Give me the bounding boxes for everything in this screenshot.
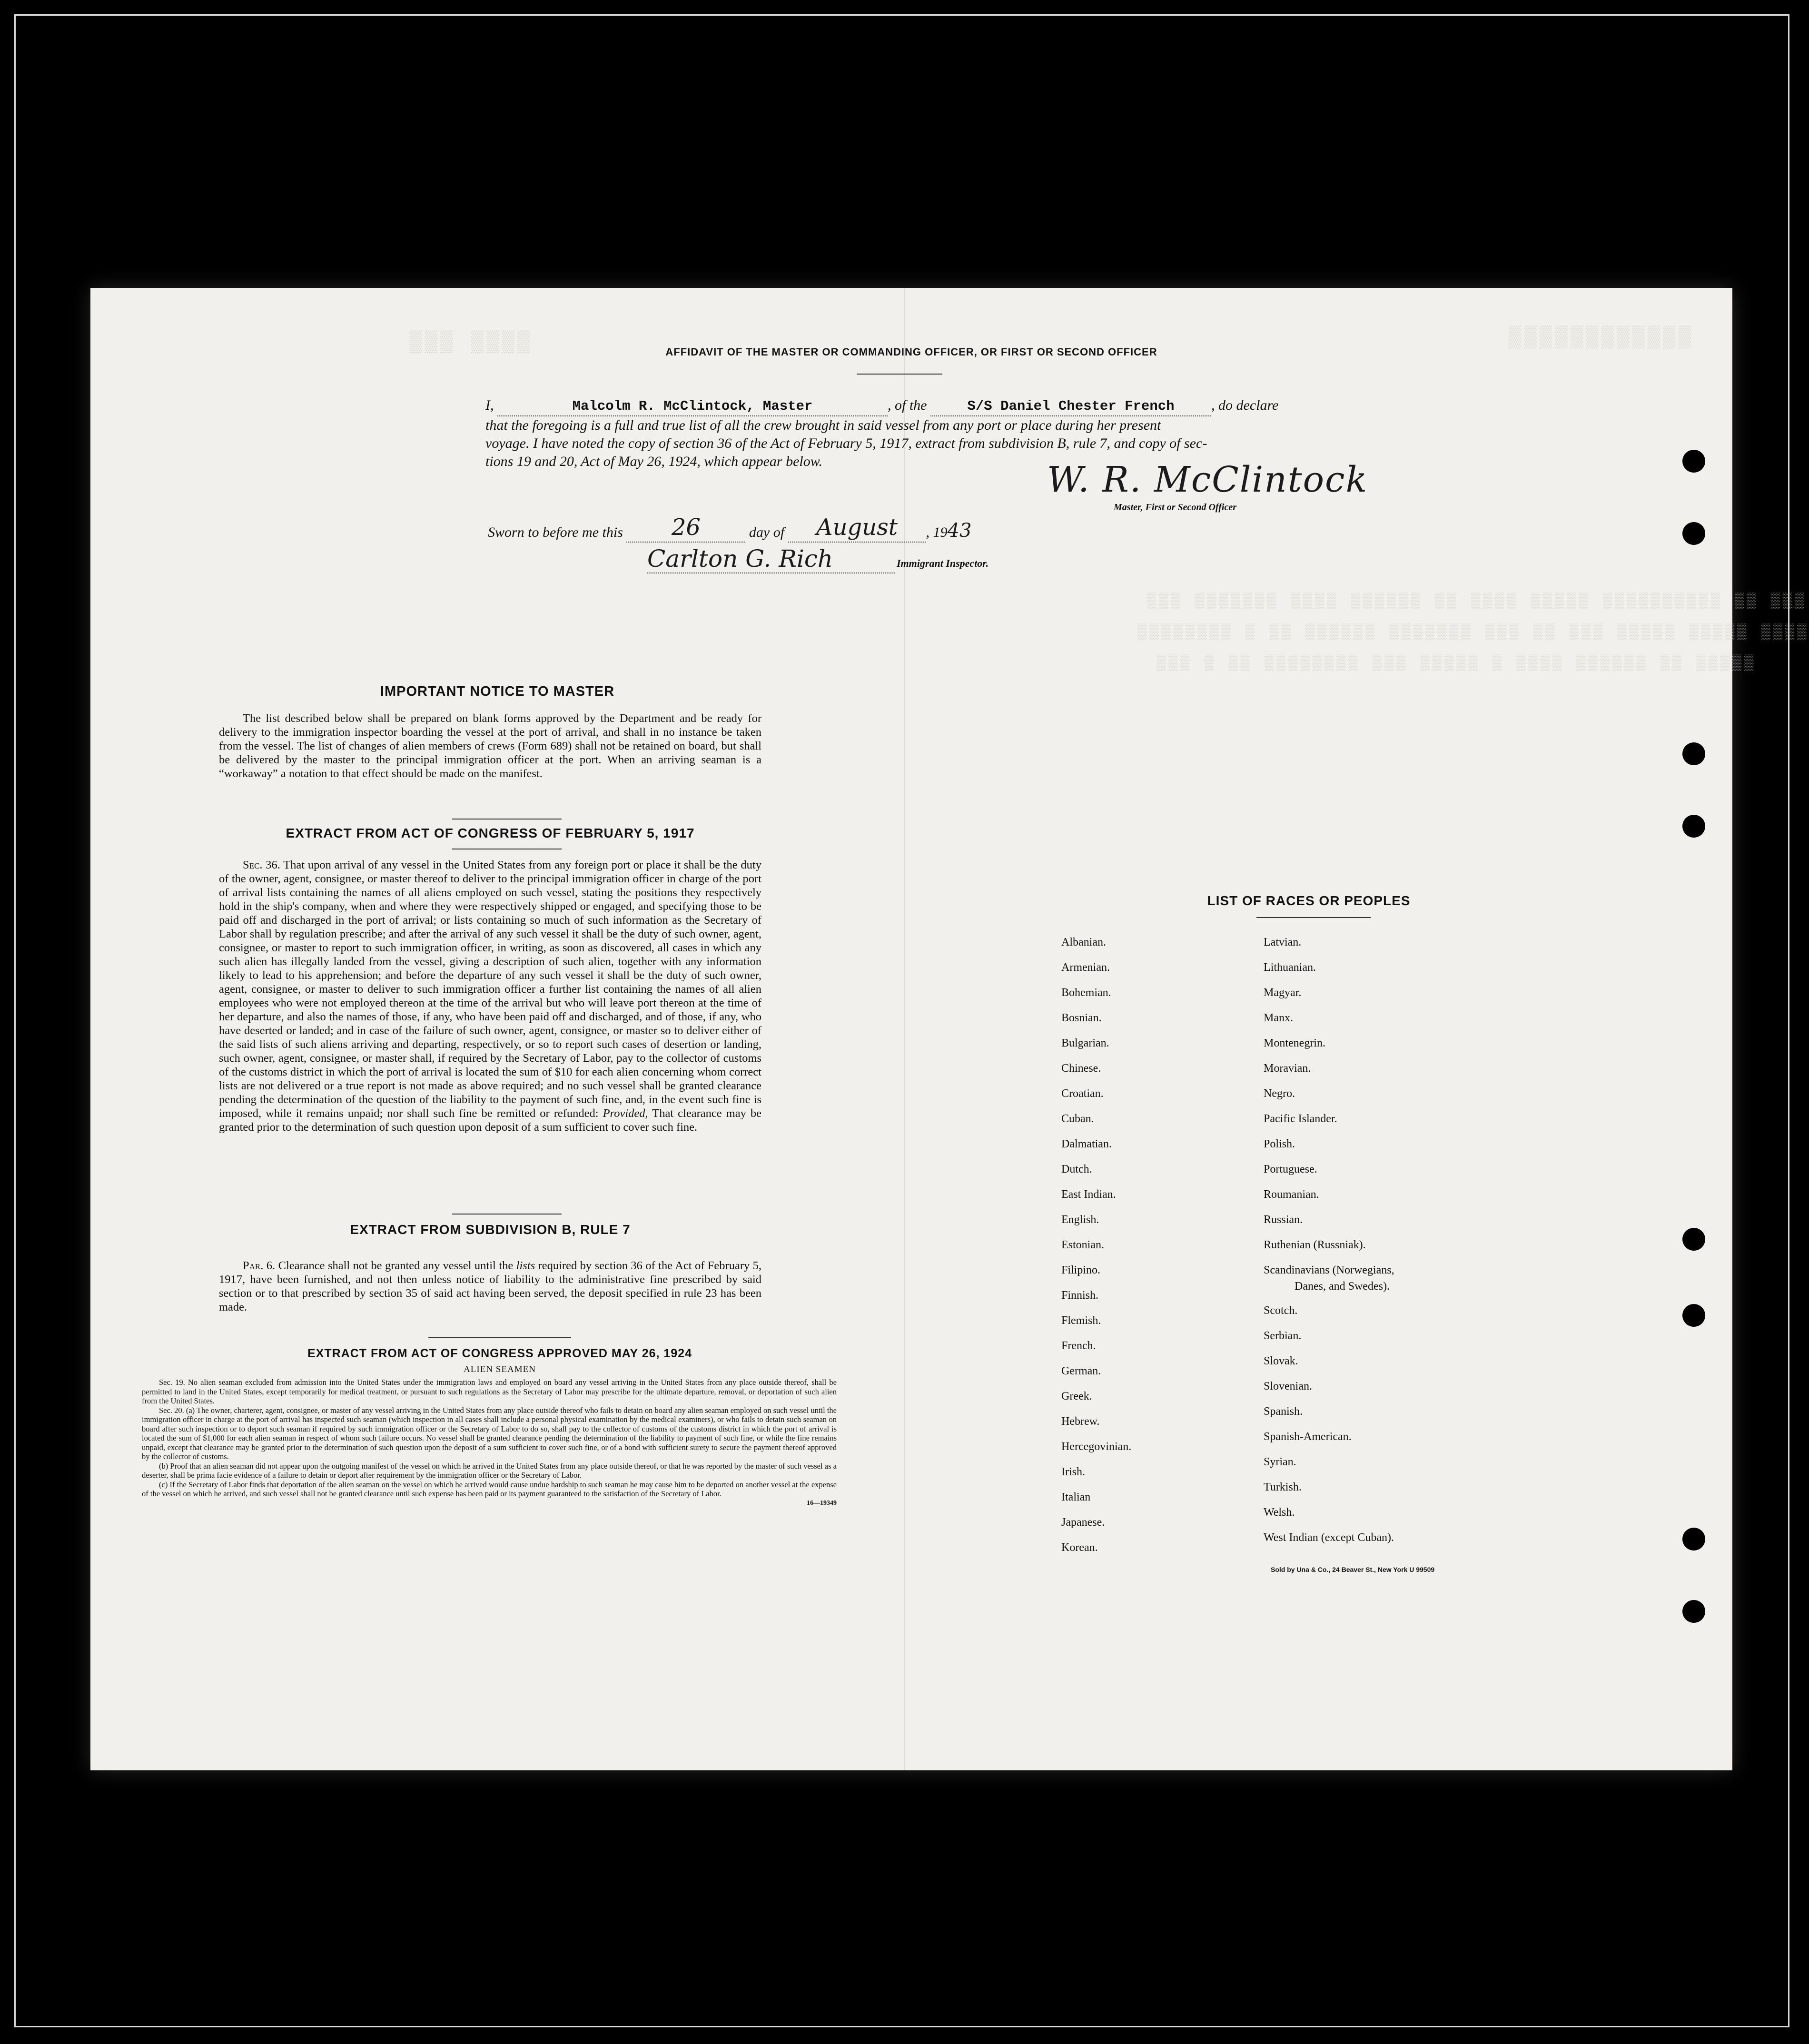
race-item: Bohemian. bbox=[1061, 987, 1111, 999]
race-item: English. bbox=[1061, 1214, 1099, 1226]
section-rule bbox=[428, 1337, 571, 1338]
bleed-through-text: ▒▒▒▒▒▒▒▒▒▒▒▒ bbox=[1509, 326, 1694, 350]
binder-hole bbox=[1682, 815, 1705, 838]
extract-rule7-heading: EXTRACT FROM SUBDIVISION B, RULE 7 bbox=[350, 1222, 631, 1237]
master-name-field: Malcolm R. McClintock, Master bbox=[497, 397, 888, 416]
race-item: Croatian. bbox=[1061, 1087, 1104, 1100]
race-item: Slovak. bbox=[1264, 1355, 1298, 1367]
sec-19-text: Sec. 19. No alien seaman excluded from admission into the United States under the immigration laws and employed on board any vessel arriving in the United States from any place outside thereof, shall be permitted to land in the United States, except temporarily for medical treatment, or pursuant to such regulations as the Secretary of Labor may prescribe for the ultimate departure, removal, or deportation of such alien from the United States. bbox=[142, 1378, 837, 1405]
races-heading: LIST OF RACES OR PEOPLES bbox=[1207, 893, 1411, 908]
extract-rule7-text bbox=[219, 1259, 761, 1314]
race-item: Manx. bbox=[1264, 1012, 1293, 1024]
race-item: Hercegovinian. bbox=[1061, 1441, 1132, 1453]
form-number: 16—19349 bbox=[807, 1499, 837, 1507]
affidavit-body-line: that the foregoing is a full and true list of all the crew brought in said vessel from any port or place during her present bbox=[485, 417, 1161, 433]
race-item: East Indian. bbox=[1061, 1188, 1116, 1201]
affidavit-heading: AFFIDAVIT OF THE MASTER OR COMMANDING OFFICER, OR FIRST OR SECOND OFFICER bbox=[665, 346, 1157, 358]
notice-text: The list described below shall be prepared on blank forms approved by the Department and be ready for delivery to the immigration inspector boarding the vessel at the port of arrival, and shall in no instance be taken from the vessel. The list of changes of alien members of crews (Form 689) shall not be retained on board, but shall be delivered by the master to the principal immigration officer at the port. When an arriving seaman is a “workaway” a notation to that effect should be made on the manifest. bbox=[219, 712, 761, 780]
bleed-through-text: ▒▒▒ ▒ ▒▒ ▒▒▒▒▒▒▒▒ ▒▒▒ ▒▒▒▒▒ ▒ ▒▒▒▒ ▒▒▒▒▒▒ ▒▒ ▒▒▒▒▒ bbox=[1157, 654, 1757, 672]
year-prefix: , 19 bbox=[926, 524, 948, 540]
inspector-signature: Carlton G. Rich bbox=[647, 545, 833, 573]
master-signature: W. R. McClintock bbox=[1047, 459, 1368, 500]
sworn-month-field bbox=[788, 514, 926, 543]
races-continuation: Danes, and Swedes). bbox=[1295, 1280, 1390, 1293]
notice-section bbox=[219, 711, 761, 780]
lists-word: lists bbox=[516, 1259, 535, 1272]
race-item: Dutch. bbox=[1061, 1163, 1092, 1175]
signature-caption: Master, First or Second Officer bbox=[1114, 502, 1236, 513]
race-item: Turkish. bbox=[1264, 1481, 1302, 1493]
provided-label: Provided, bbox=[603, 1107, 648, 1120]
binder-hole bbox=[1682, 522, 1705, 545]
race-item: Italian bbox=[1061, 1491, 1091, 1503]
race-item: Irish. bbox=[1061, 1466, 1085, 1478]
race-item: Hebrew. bbox=[1061, 1415, 1100, 1428]
inspector-caption: Immigrant Inspector. bbox=[897, 557, 989, 569]
race-item: Bulgarian. bbox=[1061, 1037, 1109, 1049]
race-item: Pacific Islander. bbox=[1264, 1113, 1337, 1125]
sworn-label: Sworn to before me this bbox=[488, 524, 623, 540]
bleed-through-text: ▒▒▒▒▒▒▒▒ ▒ ▒▒ ▒▒▒▒▒▒ ▒▒▒▒▒▒▒ ▒▒▒ ▒▒ ▒▒▒ ▒▒▒▒▒ ▒▒▒▒▒ ▒▒▒▒ bbox=[1137, 623, 1809, 641]
race-item: Syrian. bbox=[1264, 1456, 1296, 1468]
sold-by-note: Sold by Una & Co., 24 Beaver St., New York U 99509 bbox=[1271, 1566, 1435, 1573]
race-item: Bosnian. bbox=[1061, 1012, 1102, 1024]
bleed-through-text: ▒▒▒ ▒▒▒▒ bbox=[409, 331, 533, 355]
section-rule bbox=[452, 1214, 562, 1215]
race-item: Moravian. bbox=[1264, 1062, 1311, 1075]
race-item: Scotch. bbox=[1264, 1304, 1298, 1317]
binder-hole bbox=[1682, 1528, 1705, 1550]
document-page bbox=[90, 288, 1809, 1770]
day-of-label: day of bbox=[749, 524, 785, 540]
race-item: Albanian. bbox=[1061, 936, 1106, 948]
inspector-line bbox=[647, 545, 989, 573]
sworn-line bbox=[488, 514, 972, 543]
binder-hole bbox=[1682, 1304, 1705, 1327]
extract-1917-heading: EXTRACT FROM ACT OF CONGRESS OF FEBRUARY 5, 1917 bbox=[286, 826, 695, 840]
race-item: Armenian. bbox=[1061, 961, 1110, 974]
races-rule bbox=[1256, 917, 1371, 918]
race-item: German. bbox=[1061, 1365, 1101, 1377]
race-item: Latvian. bbox=[1264, 936, 1302, 948]
race-item: Cuban. bbox=[1061, 1113, 1094, 1125]
race-item: Ruthenian (Russniak). bbox=[1264, 1239, 1366, 1251]
race-item: Roumanian. bbox=[1264, 1188, 1319, 1201]
extract-1924-section bbox=[142, 1378, 837, 1507]
sworn-day: 26 bbox=[671, 514, 701, 541]
sec-20a-text: Sec. 20. (a) The owner, charterer, agent, consignee, or master of any vessel arriving in the United States from any place outside thereof who fails to detain on board any alien seaman employed on such vessel until the immigration officer in charge at the port of arrival has inspected such seaman (which inspection in all cases shall include a personal physical examination by the medical examiners), or who fails to detain such seaman on board after such inspection or to deport such seaman if required by such immigration officer or the Secretary of Labor to do so, shall pay to the collector of customs of the customs district in which the port of arrival is located the sum of $1,000 for each alien seaman in respect of whom such failure occurs. No vessel shall be granted clearance pending the determination of the liability to payment of such fine, or while the fine remains unpaid, except that clearance may be granted prior to the determination of such question upon the deposit of a sum sufficient to cover such fine, or of a bond with sufficient surety to secure the payment thereof approved by the collector of customs. bbox=[142, 1405, 837, 1461]
affidavit-declaration-line bbox=[485, 396, 1278, 416]
race-item: Estonian. bbox=[1061, 1239, 1104, 1251]
alien-seamen-subheading: ALIEN SEAMEN bbox=[464, 1364, 536, 1374]
do-declare-label: , do declare bbox=[1211, 397, 1279, 413]
race-item: Russian. bbox=[1264, 1214, 1303, 1226]
sworn-day-field bbox=[626, 514, 745, 543]
affidavit-body-line: tions 19 and 20, Act of May 26, 1924, which appear below. bbox=[485, 454, 823, 469]
race-item: Filipino. bbox=[1061, 1264, 1101, 1276]
race-item: Spanish. bbox=[1264, 1405, 1303, 1418]
binder-hole bbox=[1682, 742, 1705, 765]
race-item: Spanish-American. bbox=[1264, 1431, 1352, 1443]
extract-rule7-section bbox=[219, 1259, 761, 1314]
race-item: Greek. bbox=[1061, 1390, 1092, 1402]
section-rule bbox=[452, 819, 562, 820]
extract-1917-section bbox=[219, 858, 761, 1134]
sec-36-text: That upon arrival of any vessel in the United States from any foreign port or place it shall be the duty of the owner, agent, consignee, or master thereof to deliver to the principal immigration officer in charge of the port of arrival lists containing the names of all aliens employed on such vessel, stating the positions they respectively hold in the ship's company, when and where they were respectively shipped or engaged, and specifying those to be paid off and discharged in the port of arrival; or lists containing so much of such information as the Secretary of Labor shall by regulation prescribe; and after the arrival of any such vessel it shall be the duty of such owner, agent, consignee, or master to report to such immigration officer, in writing, as soon as discovered, all cases in which any such alien has illegally landed from the vessel, giving a description of such alien, together with any information likely to lead to his apprehension; and before the departure of any such vessel it shall be the duty of such owner, agent, consignee, or master to deliver to such immigration officer a further list containing the names of all alien employees who were not employed thereon at the time of the arrival but who will leave port thereon at the time of her departure, and also the names of those, if any, who have been paid off and discharged, and of those, if any, who have deserted or landed; and in case of the failure of such owner, agent, consignee, or master so to deliver either of the said lists of such aliens arriving and departing, respectively, or so to report such cases of desertion or landing, such owner, agent, consignee, or master shall, if required by the Secretary of Labor, pay to the collector of customs of the customs district in which the port of arrival is located the sum of $10 for each alien concerning whom correct lists are not delivered or a true report is not made as above required; and no such vessel shall be granted clearance pending the determination of the question of the liability to the payment of such fine, and, in the event such fine is imposed, while it remains unpaid; nor shall such fine be remitted or refunded: bbox=[219, 859, 761, 1120]
race-item: Portuguese. bbox=[1264, 1163, 1317, 1175]
binder-hole bbox=[1682, 1600, 1705, 1623]
sec-36-text-end: That clearance may be granted prior to the determination of such question upon deposit of a sum sufficient to cover such fine. bbox=[219, 1107, 761, 1134]
race-item: Finnish. bbox=[1061, 1289, 1099, 1302]
vessel-name-field: S/S Daniel Chester French bbox=[930, 397, 1211, 416]
race-item: Korean. bbox=[1061, 1541, 1098, 1554]
page-fold bbox=[904, 288, 905, 1770]
rule7-text-b: required by section 36 of the Act of February 5, 1917, have been furnished, and not then unless notice of liability to the administrative fine prescribed by said section or to that prescribed by section 35 of said act having been served, the deposit specified in rule 23 has been made. bbox=[219, 1259, 762, 1313]
race-item: Welsh. bbox=[1264, 1506, 1295, 1519]
rule7-text-a: Clearance shall not be granted any vessel until the bbox=[278, 1259, 514, 1272]
sec-36-label: Sec. 36. bbox=[243, 859, 280, 871]
bleed-through-text: ▒▒▒ ▒▒▒▒▒▒▒ ▒▒▒▒ ▒▒▒▒▒▒ ▒▒ ▒▒▒▒ ▒▒▒▒▒ ▒▒▒▒▒▒▒▒▒▒ ▒▒ ▒▒▒ bbox=[1147, 592, 1807, 610]
notice-heading: IMPORTANT NOTICE TO MASTER bbox=[380, 684, 615, 699]
extract-1917-text bbox=[219, 858, 761, 1134]
extract-1924-heading: EXTRACT FROM ACT OF CONGRESS APPROVED MAY 26, 1924 bbox=[307, 1347, 692, 1360]
inspector-signature-field bbox=[647, 545, 895, 573]
of-the-label: , of the bbox=[888, 397, 927, 413]
race-item: Japanese. bbox=[1061, 1516, 1105, 1529]
race-item: French. bbox=[1061, 1340, 1096, 1352]
race-item: Flemish. bbox=[1061, 1314, 1101, 1327]
sec-20c-text: (c) If the Secretary of Labor finds that deportation of the alien seaman on the vessel on which he arrived would cause undue hardship to such seaman he may cause him to be deported on another vessel at the expense of the vessel on which he arrived, and such vessel shall not be granted clearance until such expense has been paid or its payment guaranteed to the satisfaction of the Secretary of Labor. bbox=[142, 1480, 837, 1498]
race-item: Negro. bbox=[1264, 1087, 1295, 1100]
race-item: Dalmatian. bbox=[1061, 1138, 1112, 1150]
heading-rule bbox=[857, 374, 942, 375]
race-item: Magyar. bbox=[1264, 987, 1302, 999]
i-label: I, bbox=[485, 397, 494, 413]
binder-hole bbox=[1682, 450, 1705, 473]
binder-hole bbox=[1682, 1228, 1705, 1251]
race-item: Slovenian. bbox=[1264, 1380, 1312, 1392]
race-item: Polish. bbox=[1264, 1138, 1295, 1150]
race-item: Serbian. bbox=[1264, 1330, 1302, 1342]
sworn-year: 43 bbox=[947, 520, 972, 542]
par-6-label: Par. 6. bbox=[243, 1259, 276, 1272]
affidavit-body-line: voyage. I have noted the copy of section 36 of the Act of February 5, 1917, extract from subdivision B, rule 7, and copy of sec- bbox=[485, 435, 1207, 451]
race-item: Scandinavians (Norwegians, bbox=[1264, 1264, 1394, 1276]
sworn-month: August bbox=[816, 514, 898, 541]
race-item: Montenegrin. bbox=[1264, 1037, 1325, 1049]
race-item: West Indian (except Cuban). bbox=[1264, 1531, 1394, 1544]
race-item: Lithuanian. bbox=[1264, 961, 1316, 974]
race-item: Chinese. bbox=[1061, 1062, 1101, 1075]
sec-20b-text: (b) Proof that an alien seaman did not appear upon the outgoing manifest of the vessel on which he arrived in the United States from any place outside thereof, or that he was reported by the master of such vessel as a deserter, shall be prima facie evidence of a failure to detain or deport after requirement by the immigration officer or the Secretary of Labor. bbox=[142, 1461, 837, 1480]
